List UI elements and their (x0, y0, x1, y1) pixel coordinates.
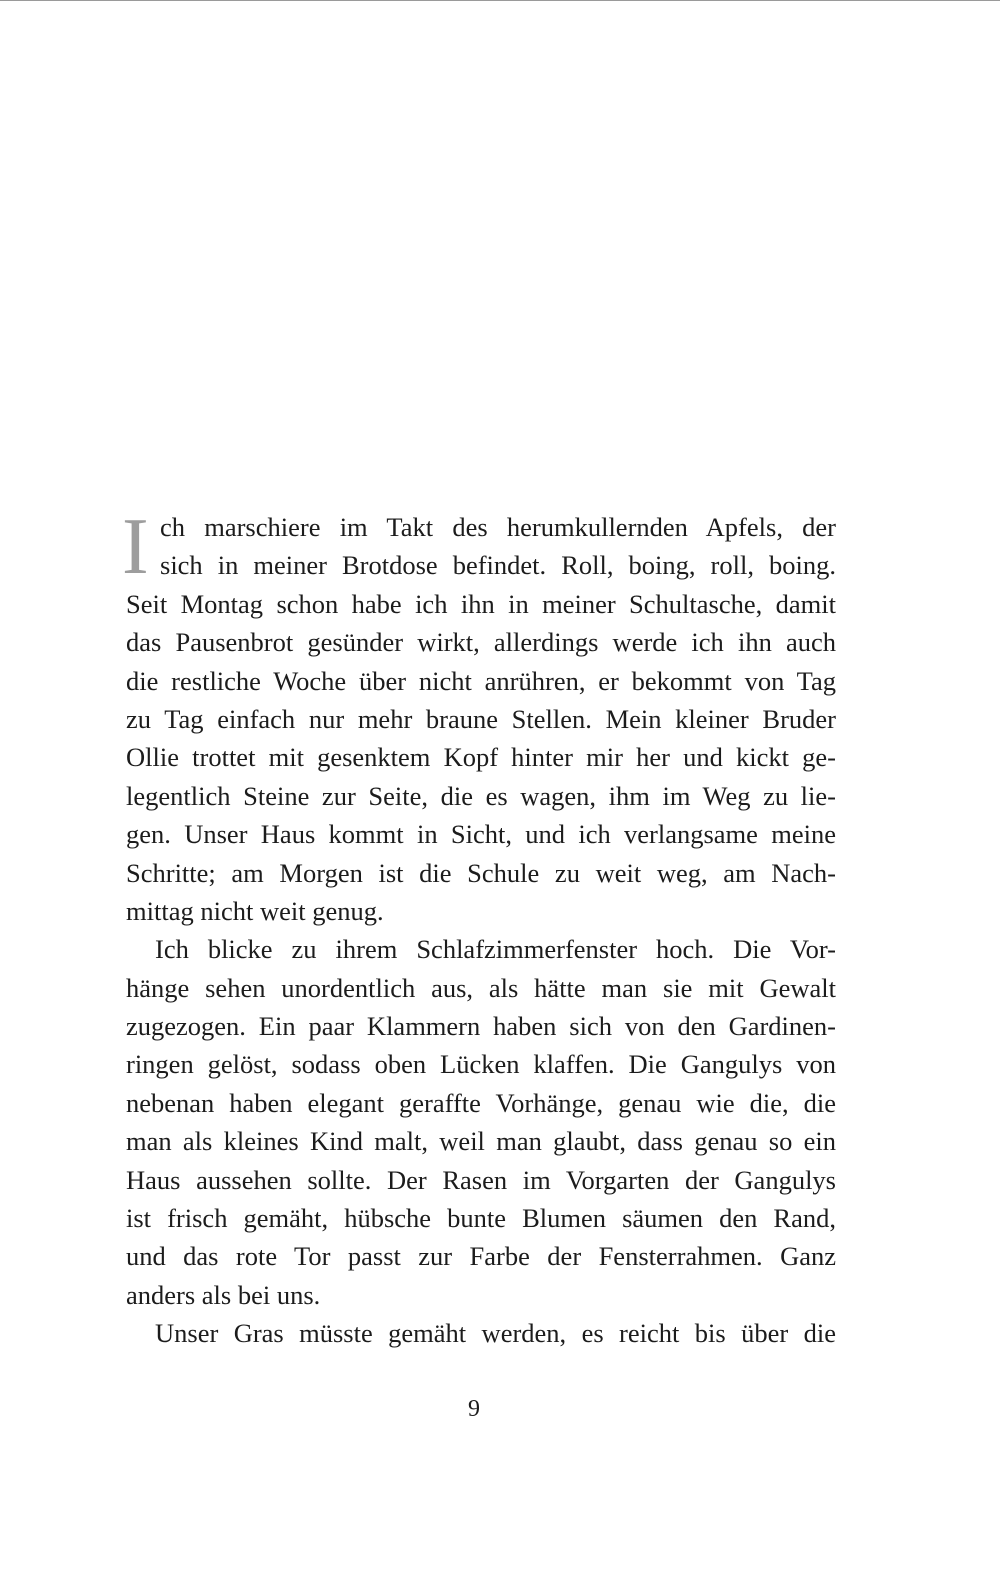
page-number: 9 (468, 1396, 480, 1422)
text-line: Ich blicke zu ihrem Schlafzimmerfenster hoch. Die Vor- (155, 934, 836, 965)
text-line: zu Tag einfach nur mehr braune Stellen. Mein kleiner Bruder (126, 703, 836, 734)
text-line: hänge sehen unordentlich aus, als hätte man sie mit Gewalt (126, 972, 836, 1003)
text-line: Seit Montag schon habe ich ihn in meiner Schultasche, damit (126, 588, 836, 619)
text-line: gen. Unser Haus kommt in Sicht, und ich verlangsame meine (126, 819, 836, 850)
text-line: sich in meiner Brotdose befindet. Roll, boing, roll, boing. (160, 550, 836, 581)
text-line: die restliche Woche über nicht anrühren, er bekommt von Tag (126, 665, 836, 696)
paragraph-2 (126, 930, 836, 1314)
text-line: und das rote Tor passt zur Farbe der Fensterrahmen. Ganz (126, 1241, 836, 1272)
text-line: man als kleines Kind malt, weil man glaubt, dass genau so ein (126, 1126, 836, 1157)
text-line: ringen gelöst, sodass oben Lücken klaffen. Die Gangulys von (126, 1049, 836, 1080)
text-line: das Pausenbrot gesünder wirkt, allerdings werde ich ihn auch (126, 627, 836, 658)
text-line: anders als bei uns. (126, 1279, 321, 1310)
book-page-body (122, 503, 836, 1353)
paragraph-3 (126, 1314, 836, 1352)
text-line: zugezogen. Ein paar Klammern haben sich von den Gardinen- (126, 1011, 836, 1042)
top-border-rule (0, 0, 1000, 1)
text-line: Unser Gras müsste gemäht werden, es reicht bis über die (155, 1318, 836, 1349)
text-line: Haus aussehen sollte. Der Rasen im Vorgarten der Gangulys (126, 1164, 836, 1195)
text-line: Ollie trottet mit gesenktem Kopf hinter mir her und kickt ge- (126, 742, 836, 773)
text-line: nebenan haben elegant geraffte Vorhänge, genau wie die, die (126, 1087, 836, 1118)
text-line: legentlich Steine zur Seite, die es wagen, ihm im Weg zu lie- (126, 780, 836, 811)
text-line: mittag nicht weit genug. (126, 895, 384, 926)
paragraph-1 (126, 508, 836, 930)
drop-cap: I (122, 503, 149, 591)
text-line: Schritte; am Morgen ist die Schule zu weit weg, am Nach- (126, 857, 836, 888)
text-line: ist frisch gemäht, hübsche bunte Blumen säumen den Rand, (126, 1203, 836, 1234)
text-line: ch marschiere im Takt des herumkullernden Apfels, der (160, 512, 836, 542)
